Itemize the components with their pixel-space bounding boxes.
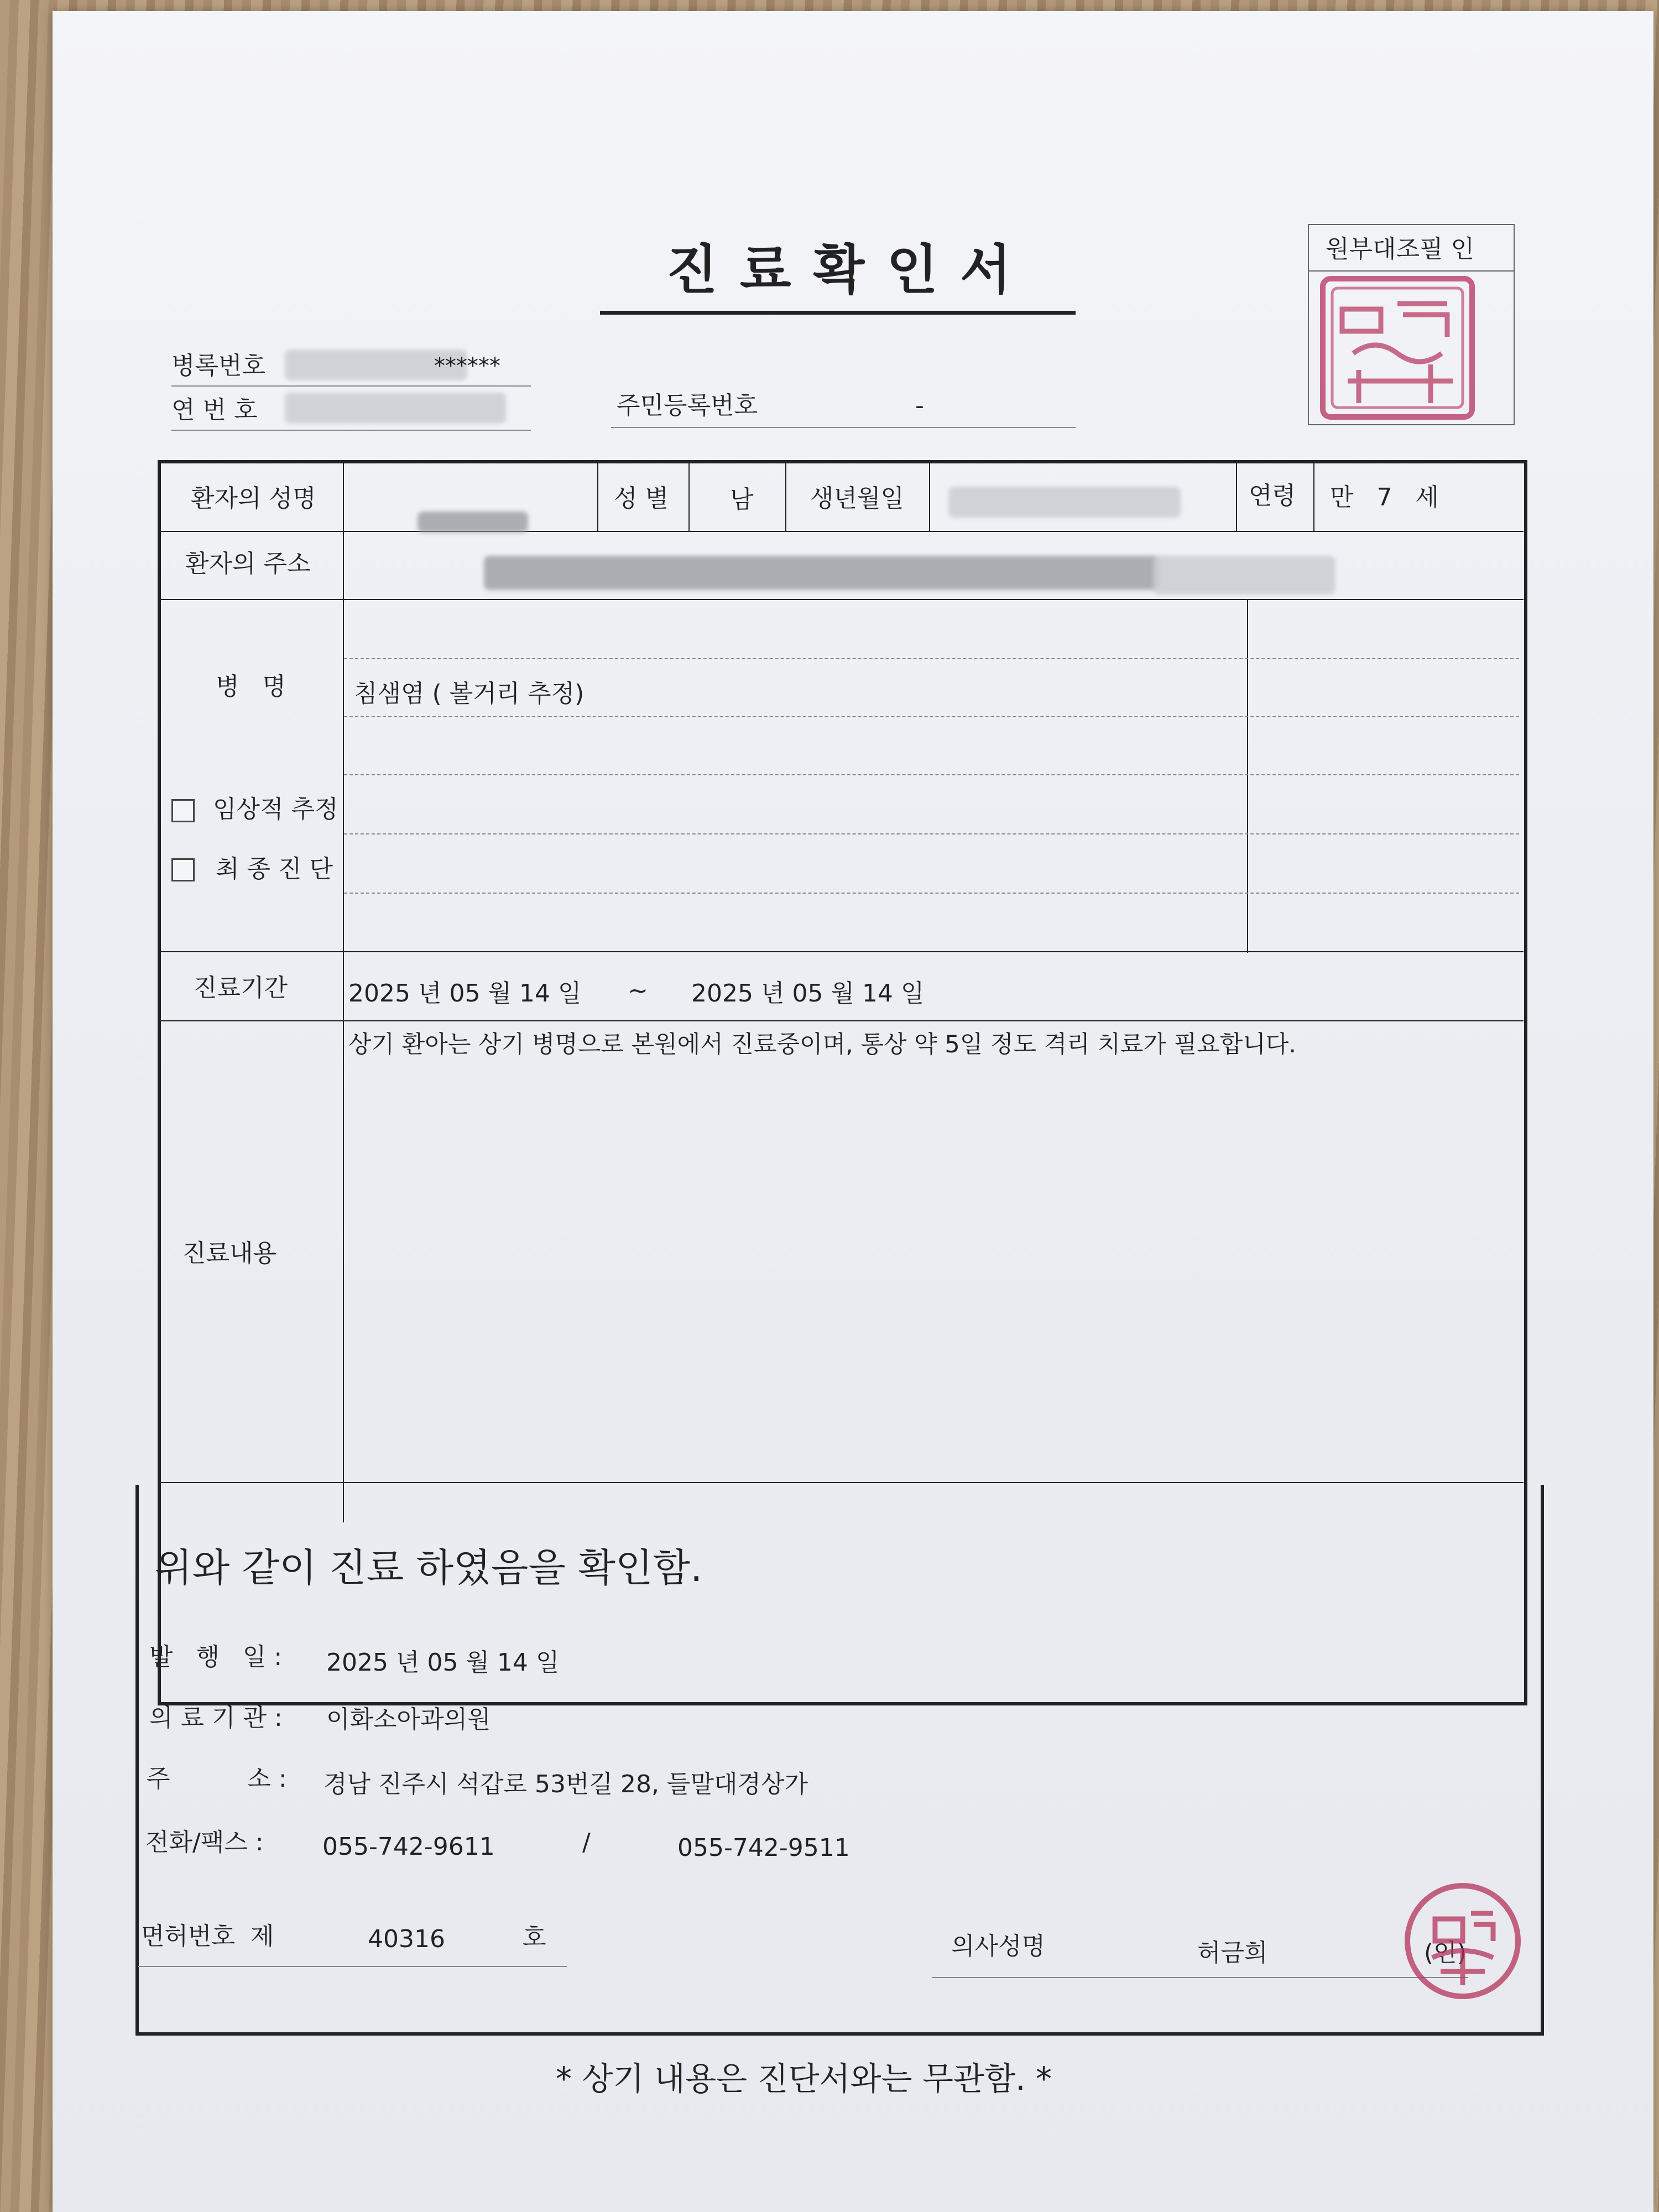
doctor-seal xyxy=(1402,1880,1524,2002)
col-divider-sex-left xyxy=(597,463,598,531)
col-divider-birth-left xyxy=(785,463,786,531)
col-divider-label xyxy=(343,463,344,1522)
license-label: 면허번호 제 xyxy=(141,1922,274,1950)
doctor-seal-mark: (인) xyxy=(1424,1939,1467,1967)
row-divider-3 xyxy=(158,951,1524,952)
confirm-statement: 위와 같이 진료 하였음을 확인함. xyxy=(155,1545,703,1590)
patient-name-label: 환자의 성명 xyxy=(191,484,316,513)
certificate-paper xyxy=(53,11,1653,2212)
sex-value: 남 xyxy=(730,486,754,514)
diagnosis-line-4 xyxy=(344,833,1519,834)
row-divider-5 xyxy=(158,1482,1524,1483)
record-no-underline xyxy=(171,385,531,387)
doctor-underline xyxy=(932,1977,1468,1978)
doctor-label: 의사성명 xyxy=(951,1932,1046,1960)
birth-label: 생년월일 xyxy=(810,484,905,513)
sex-label: 성 별 xyxy=(614,484,669,513)
institution-address-label: 주 소 : xyxy=(147,1765,287,1793)
diagnosis-line-1 xyxy=(344,658,1519,659)
phone-separator: / xyxy=(582,1828,591,1856)
age-label: 연령 xyxy=(1249,482,1296,510)
period-label: 진료기간 xyxy=(194,974,288,1002)
redacted-patient-name xyxy=(418,512,528,533)
final-diagnosis-label: 최 종 진 단 xyxy=(216,855,333,883)
period-start: 2025 년 05 월 14 일 xyxy=(348,979,582,1008)
verification-stamp-label: 원부대조필 인 xyxy=(1326,235,1475,263)
row-divider-4 xyxy=(158,1020,1524,1021)
phone-label: 전화/팩스 : xyxy=(145,1828,264,1856)
col-divider-age-mid xyxy=(1313,463,1314,531)
period-tilde: ~ xyxy=(628,977,648,1005)
diagnosis-value: 침샘염 ( 볼거리 추정) xyxy=(354,680,585,708)
period-end: 2025 년 05 월 14 일 xyxy=(691,979,925,1008)
institution-address-value: 경남 진주시 석갑로 53번길 28, 들말대경상가 xyxy=(324,1770,808,1798)
col-divider-birth-mid xyxy=(929,463,930,531)
resident-no-underline xyxy=(611,427,1076,428)
content-label: 진료내용 xyxy=(182,1239,277,1267)
diagnosis-line-3 xyxy=(344,774,1519,775)
resident-no-value: - xyxy=(915,392,924,420)
age-value: 만 7 세 xyxy=(1330,483,1439,512)
verification-seal xyxy=(1320,276,1486,420)
row-divider-2 xyxy=(158,599,1524,600)
issue-date-label: 발 행 일 : xyxy=(149,1643,283,1671)
license-value: 40316 xyxy=(368,1925,445,1953)
record-no-value: ****** xyxy=(434,353,500,379)
content-text: 상기 환아는 상기 병명으로 본원에서 진료중이며, 통상 약 5일 정도 격리 치료가 필요합니다. xyxy=(348,1031,1297,1058)
title-underline xyxy=(600,311,1076,315)
verification-stamp-box xyxy=(1308,224,1515,425)
license-suffix: 호 xyxy=(523,1923,546,1952)
diagnosis-line-5 xyxy=(344,893,1519,894)
address-label: 환자의 주소 xyxy=(185,550,311,578)
document-title: 진료확인서 xyxy=(666,239,1034,301)
redacted-serial-no xyxy=(285,393,506,424)
serial-no-underline xyxy=(171,430,531,431)
final-diagnosis-checkbox[interactable] xyxy=(171,858,195,881)
footer-note: * 상기 내용은 진단서와는 무관함. * xyxy=(556,2060,1052,2098)
institution-value: 이화소아과의원 xyxy=(326,1705,491,1734)
clinical-estimate-label: 임상적 추정 xyxy=(213,795,338,823)
disease-label: 병 명 xyxy=(216,672,286,701)
verification-stamp-divider xyxy=(1309,270,1514,272)
record-no-label: 병록번호 xyxy=(171,352,266,380)
phone-value: 055-742-9611 xyxy=(322,1833,495,1861)
col-divider-sex-mid xyxy=(688,463,690,531)
diagnosis-line-2 xyxy=(344,716,1519,717)
resident-no-label: 주민등록번호 xyxy=(617,392,758,420)
redacted-birth-date xyxy=(948,487,1181,518)
issue-date-value: 2025 년 05 월 14 일 xyxy=(326,1648,560,1677)
fax-value: 055-742-9511 xyxy=(677,1834,850,1862)
serial-no-label: 연 번 호 xyxy=(171,396,258,424)
col-divider-age-left xyxy=(1236,463,1237,531)
diagnosis-right-divider xyxy=(1247,599,1248,953)
doctor-name: 허금희 xyxy=(1197,1939,1268,1967)
license-underline xyxy=(138,1966,567,1967)
redacted-address xyxy=(484,556,1159,590)
clinical-estimate-checkbox[interactable] xyxy=(171,799,195,822)
institution-label: 의 료 기 관 : xyxy=(149,1704,283,1732)
redacted-address-tail xyxy=(1153,556,1335,594)
row-divider-1 xyxy=(158,531,1524,532)
